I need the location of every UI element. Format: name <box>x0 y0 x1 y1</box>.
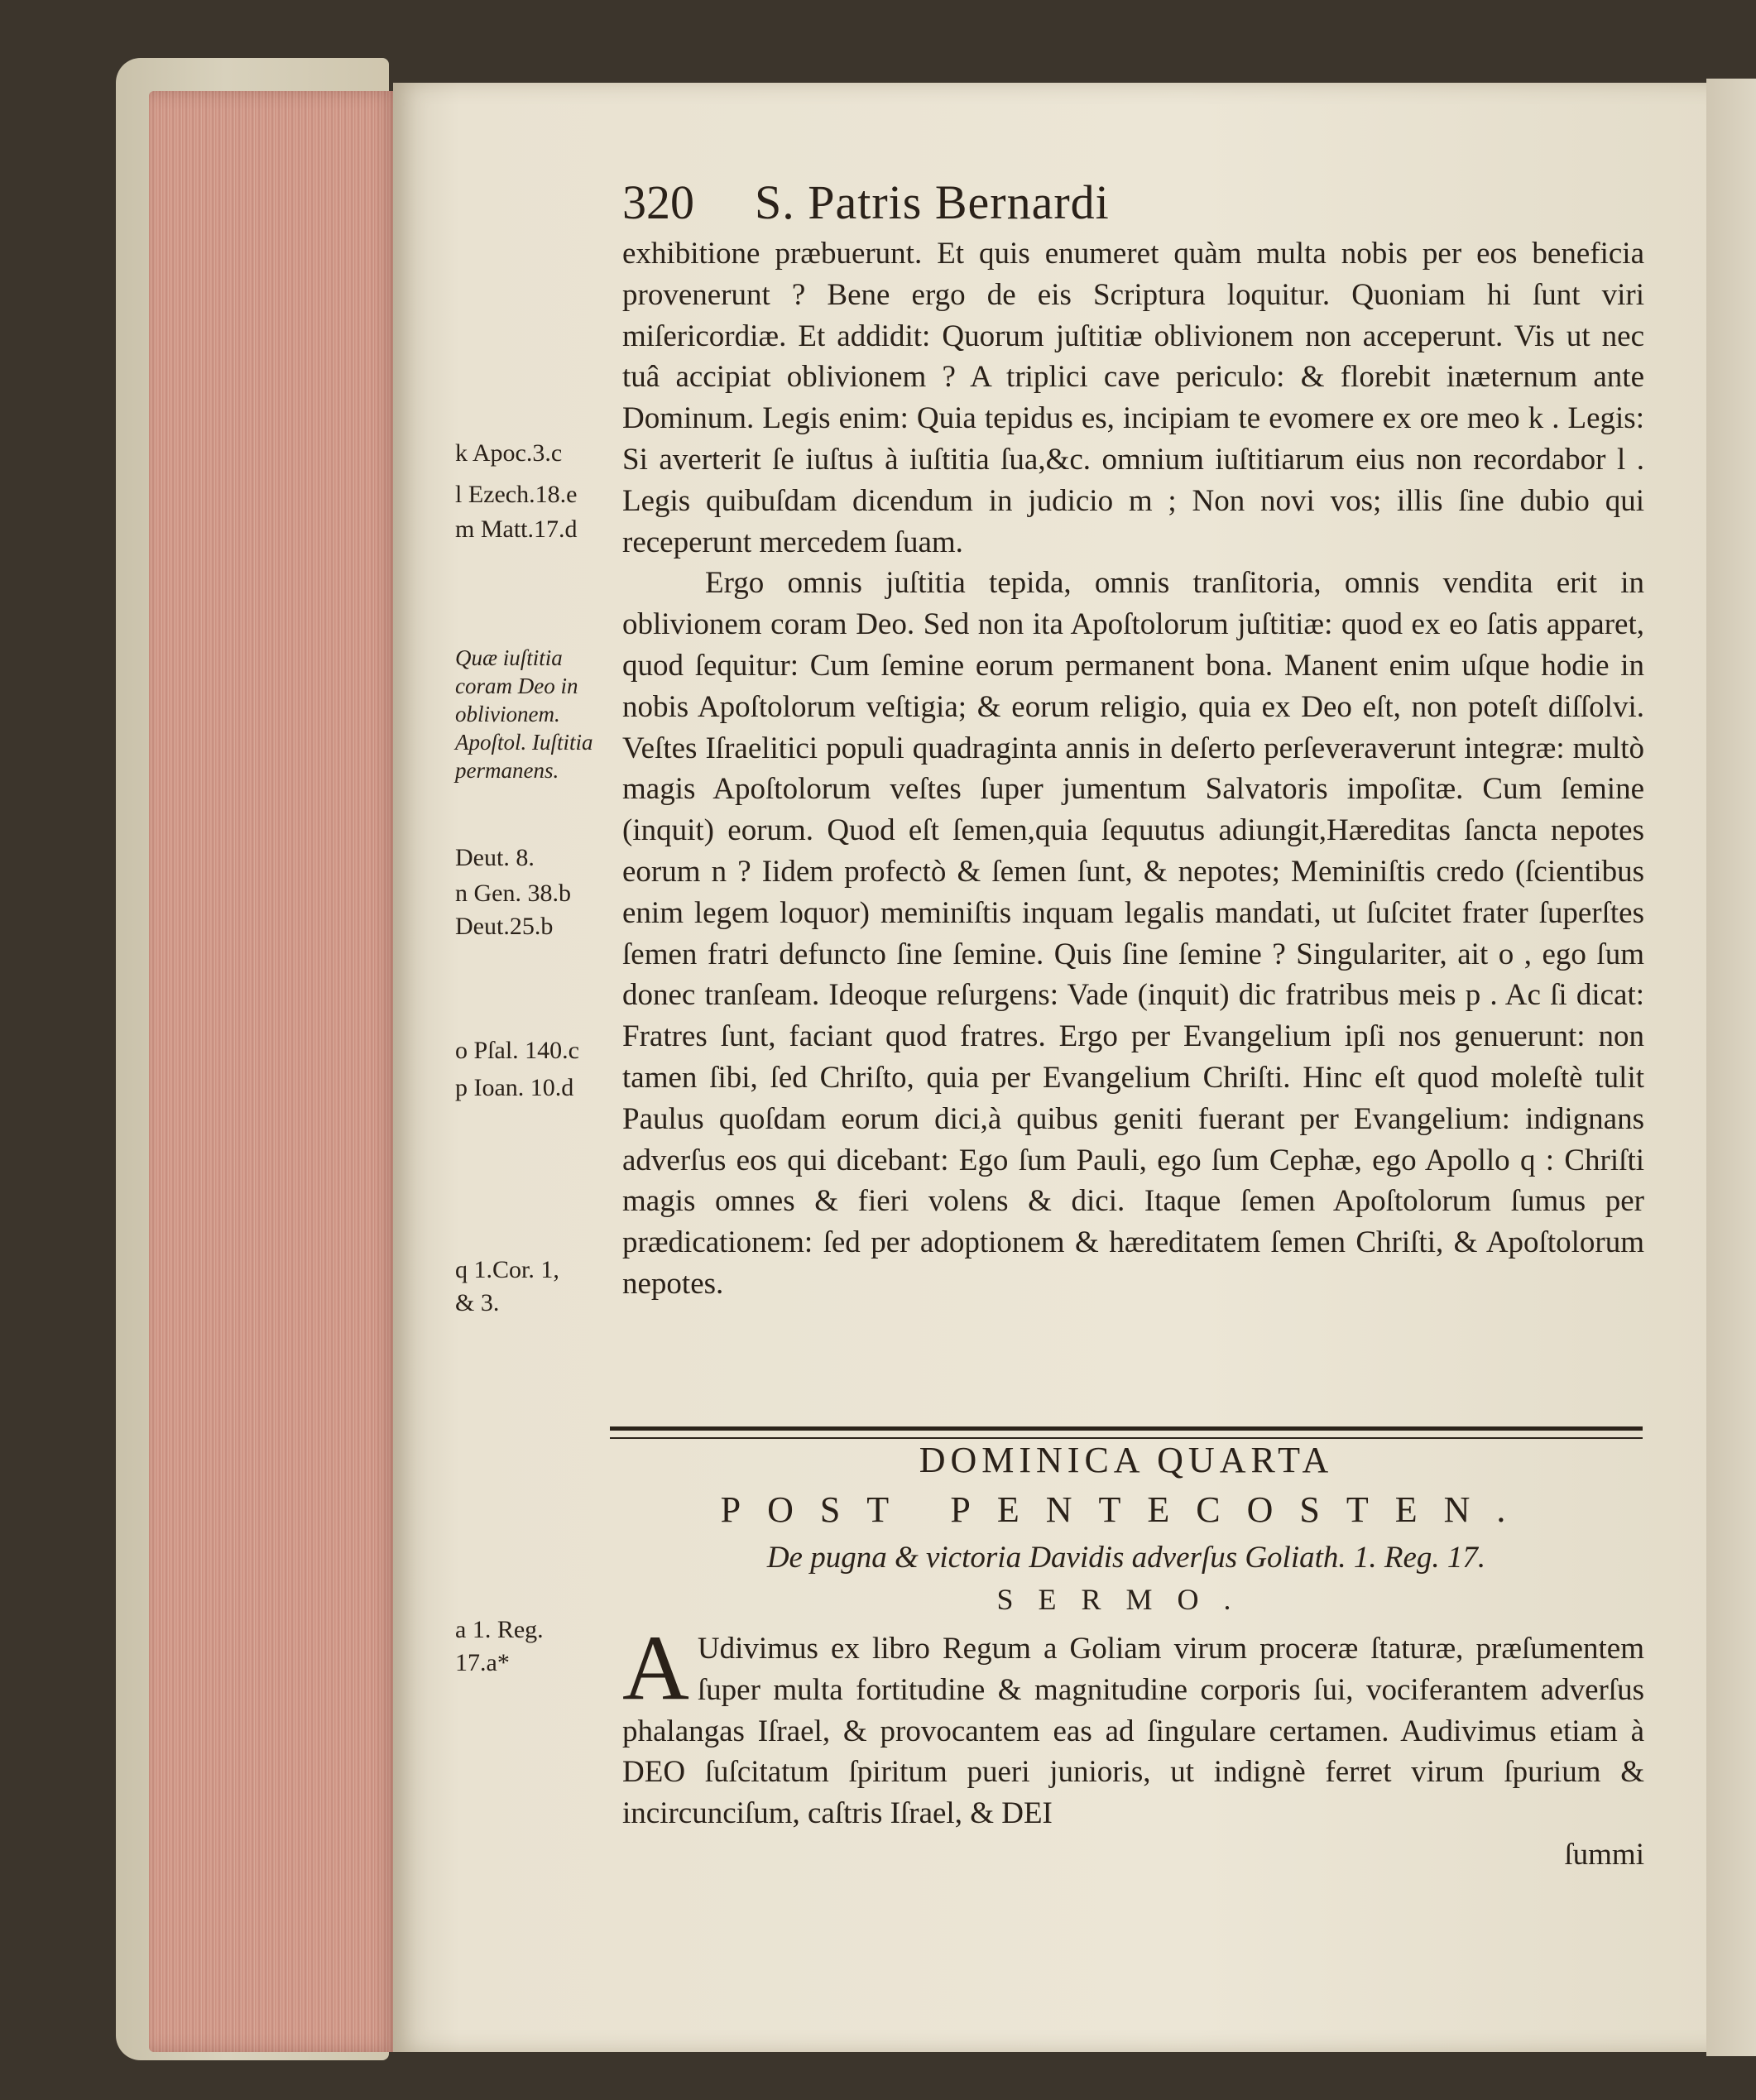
margin-note-quae-iustitia: Quæ iuſtitia coram Deo in oblivionem. Apoſtol. Iuſtitia permanens. <box>455 645 593 783</box>
paragraph-1: exhibitione præbuerunt. Et quis enumeret quàm multa nobis per eos beneficia provenerunt ? Bene ergo de eis Scriptura loquitur. Quoniam hi ſunt viri miſericordiæ. Et addidit: Quorum juſtitiæ oblivionem non acceperunt. Vis ut nec tuâ accipiat oblivionem ? A triplici cave periculo: & florebit inæternum ante Dominum. Legis enim: Quia tepidus es, incipiam te evomere ex ore meo k . Legis: Si averterit ſe iuſtus à iuſtitia ſua,&c. omnium iuſtitiarum eius non recordabor l . Legis quibuſdam dicendum in judicio m ; Non novi vos; illis ſine dubio qui receperunt mercedem ſuam. <box>622 237 1644 559</box>
margin-note-deut25: Deut.25.b <box>455 913 554 940</box>
page-number: 320 <box>622 175 694 229</box>
paragraph-2: Ergo omnis juſtitia tepida, omnis tranſitoria, omnis vendita erit in oblivionem coram Deo. Sed non ita Apoſtolorum juſtitiæ: quod ex eo ſatis apparet, quod ſequitur: Cum ſemine eorum permanent bona. Manent enim uſque hodie in nobis Apoſtolorum veſtigia; & eorum religio, quia ex Deo eſt, non poteſt diſſolvi. Veſtes Iſraelitici populi quadraginta annis in deſerto perſeveraverunt integræ: multò magis Apoſtolorum veſtes ſuper jumentum Salvatoris impoſitæ. Cum ſemine (inquit) eorum. Quod eſt ſemen,quia ſequutus adiungit,Hæreditas ſancta nepotes eorum n ? Iidem profectò & ſemen ſunt, & nepotes; Meminiſtis credo (ſcientibus enim legem loquor) meminiſtis inquam legalis mandati, ut ſuſcitet frater ſuperſtes ſemen fratri defuncto ſine ſemine. Quis ſine ſemine ? Singulariter, ait o , ego ſum donec tranſeam. Ideoque reſurgens: Vade (inquit) dic fratribus meis p . Ac ſi dicat: Fratres ſunt, faciant quod fratres. Ergo per Evangelium ipſi nos genuerunt: non tamen ſibi, ſed Chriſto, quia per Evangelium Chriſti. Hinc eſt quod moleſtè tulit Paulus quoſdam eorum dici,à quibus geniti fuerant per Evangelium: indignans adverſus eos qui dicebant: Ego ſum Pauli, ego ſum Cephæ, ego Apollo q : Chriſti magis omnes & fieri volens & dici. Itaque ſemen Apoſtolorum ſumus per prædicationem: ſed per adoptionem & hæreditatem ſemen Chriſti, & Apoſtolorum nepotes. <box>622 566 1644 1301</box>
margin-note-a2: 17.a* <box>455 1649 510 1676</box>
page-edges <box>149 91 397 2052</box>
margin-note-q2: & 3. <box>455 1289 500 1316</box>
drop-cap: A <box>622 1617 689 1719</box>
main-text-part1 <box>622 233 1644 1305</box>
facing-page-edge <box>1706 79 1756 2056</box>
sermon-text: Udivimus ex libro Regum a Goliam virum proceræ ſtaturæ, præſumentem ſuper multa fortitudine & magnitudine corporis ſui, vociferantem adverſus phalangas Iſrael, & provocantem eas ad ſingulare certamen. Audivimus etiam à DEO ſuſcitatum ſpiritum pueri junioris, ut indignè ferret virum ſpurium & incircunciſum, caſtris Iſrael, & DEI <box>622 1632 1644 1831</box>
running-title: S. Patris Bernardi <box>755 175 1110 229</box>
sermo-label: SERMO. <box>996 1583 1256 1616</box>
margin-note-l: l Ezech.18.e <box>455 481 578 508</box>
section-subtitle: De pugna & victoria Davidis adverſus Goliath. 1. Reg. 17. <box>766 1541 1486 1575</box>
margin-note-p: p Ioan. 10.d <box>455 1074 574 1101</box>
margin-note-a: a 1. Reg. <box>455 1616 544 1643</box>
margin-note-o: o Pſal. 140.c <box>455 1037 579 1064</box>
section-heading-line1: DOMINICA QUARTA <box>919 1440 1334 1480</box>
main-text-part2 <box>622 1617 1644 1876</box>
margin-note-q: q 1.Cor. 1, <box>455 1256 559 1283</box>
margin-note-m: m Matt.17.d <box>455 515 578 543</box>
section-heading-line2: POST PENTECOSTEN. <box>720 1489 1533 1530</box>
page-header <box>622 170 1640 236</box>
margin-note-k: k Apoc.3.c <box>455 439 563 467</box>
margin-note-deut8: Deut. 8. <box>455 844 535 871</box>
margin-note-n: n Gen. 38.b <box>455 880 571 907</box>
catchword: ſummi <box>1564 1837 1644 1872</box>
